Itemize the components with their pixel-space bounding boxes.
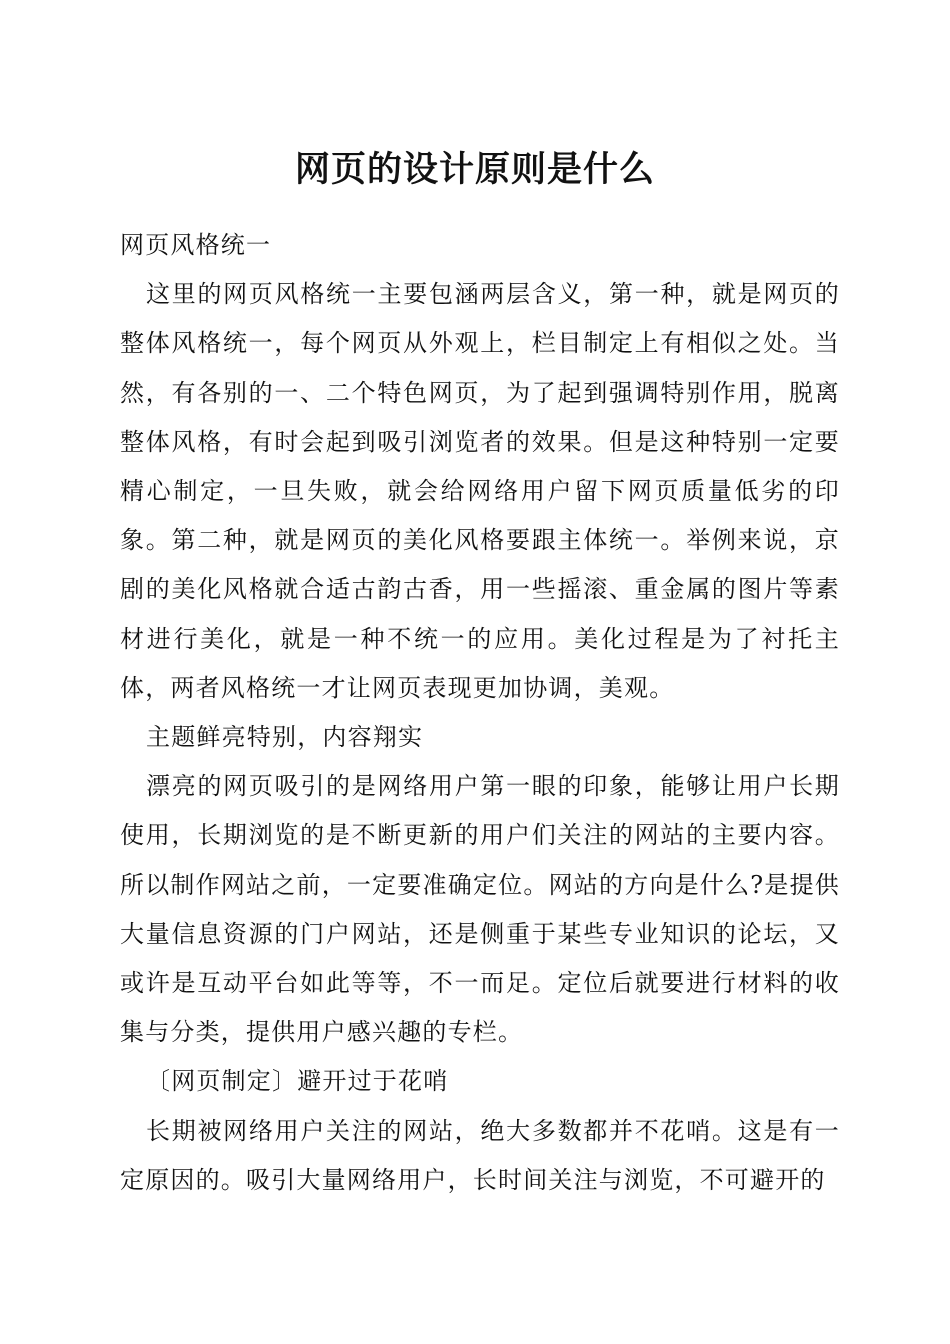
- section-paragraph-avoid-fancy: 长期被网络用户关注的网站，绝大多数都并不花哨。这是有一定原因的。吸引大量网络用户，长时间关注与浏览，不可避开的: [120, 1116, 840, 1194]
- document-title: 网页的设计原则是什么: [294, 149, 655, 190]
- section-heading-theme-content: 主题鲜亮特别，内容翔实: [146, 723, 424, 752]
- section-paragraph-style-unity: 这里的网页风格统一主要包涵两层含义，第一种，就是网页的整体风格统一，每个网页从外观上，栏目制定上有相似之处。当然，有各别的一、二个特色网页，为了起到强调特别作用，脱离整体风格，有时会起到吸引浏览者的效果。但是这种特别一定要精心制定，一旦失败，就会给网络用户留下网页质量低劣的印象。第二种，就是网页的美化风格要跟主体统一。举例来说，京剧的美化风格就合适古韵古香，用一些摇滚、重金属的图片等素材进行美化，就是一种不统一的应用。美化过程是为了衬托主体，两者风格统一才让网页表现更加协调，美观。: [120, 280, 840, 702]
- section-heading-style-unity: 网页风格统一: [120, 231, 272, 259]
- section-paragraph-theme-content: 漂亮的网页吸引的是网络用户第一眼的印象，能够让用户长期使用，长期浏览的是不断更新的用户们关注的网站的主要内容。所以制作网站之前，一定要准确定位。网站的方向是什么?是提供大量信息资源的门户网站，还是侧重于某些专业知识的论坛，又或许是互动平台如此等等，不一而足。定位后就要进行材料的收集与分类，提供用户感兴趣的专栏。: [120, 772, 840, 1047]
- section-heading-avoid-fancy: 〔网页制定〕避开过于花哨: [146, 1067, 449, 1096]
- document-body: [120, 221, 840, 1205]
